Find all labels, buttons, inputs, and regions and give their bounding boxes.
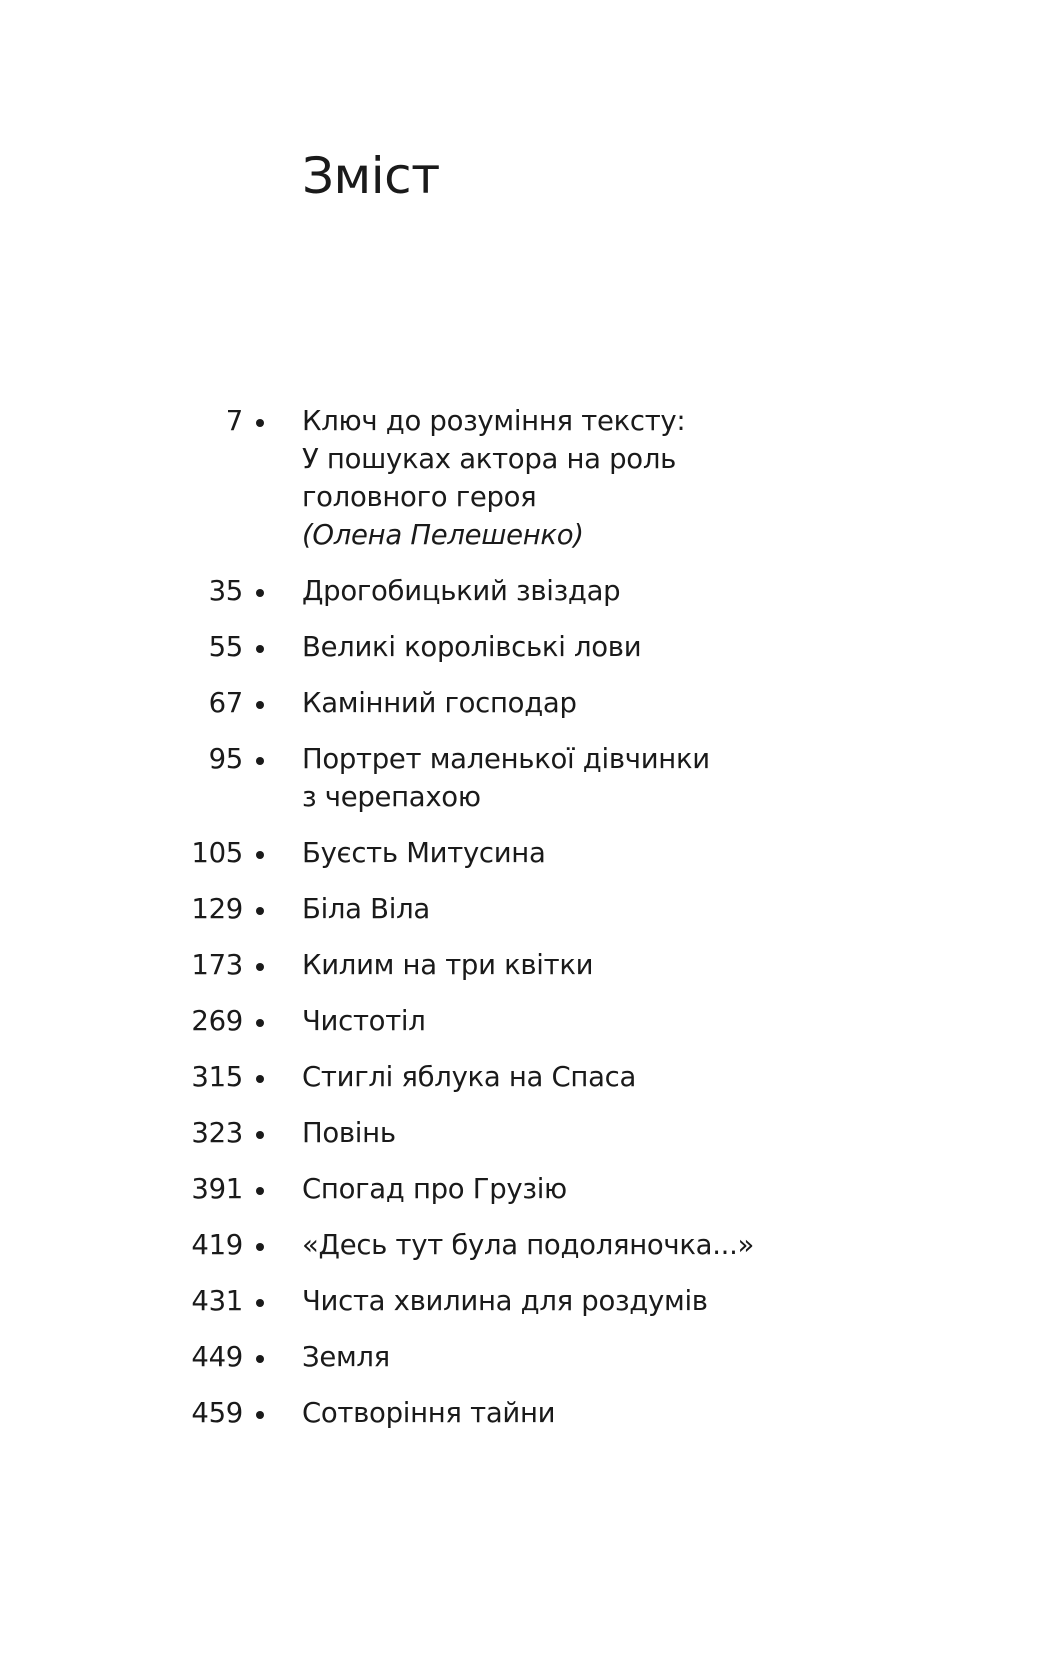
table-of-contents — [0, 402, 1063, 1432]
toc-entry — [0, 946, 1063, 984]
toc-title — [302, 1114, 822, 1152]
toc-entry — [0, 834, 1063, 872]
toc-title-line: Буєсть Митусина — [302, 837, 546, 869]
bullet-icon — [252, 834, 266, 872]
toc-page-number: 449 — [191, 1341, 243, 1373]
bullet-icon — [252, 402, 266, 440]
toc-title-line: Стиглі яблука на Спаса — [302, 1061, 637, 1093]
bullet-icon — [252, 1394, 266, 1432]
toc-entry — [0, 890, 1063, 928]
toc-title-line: У пошуках актора на роль — [302, 443, 677, 475]
toc-title — [302, 740, 822, 816]
toc-page-number: 431 — [191, 1285, 243, 1317]
toc-title-line: Спогад про Грузію — [302, 1173, 567, 1205]
bullet-icon — [252, 684, 266, 722]
toc-page-number: 315 — [191, 1061, 243, 1093]
toc-title — [302, 628, 822, 666]
toc-entry — [0, 1338, 1063, 1376]
toc-title — [302, 1226, 822, 1264]
toc-page-number: 35 — [208, 575, 243, 607]
toc-title-line: головного героя — [302, 481, 537, 513]
toc-title — [302, 572, 822, 610]
bullet-icon — [252, 1002, 266, 1040]
toc-title-line: Килим на три квітки — [302, 949, 594, 981]
toc-page-number: 269 — [191, 1005, 243, 1037]
toc-title — [302, 946, 822, 984]
toc-title — [302, 684, 822, 722]
toc-title-line: Земля — [302, 1341, 390, 1373]
bullet-icon — [252, 572, 266, 610]
toc-page-number: 7 — [225, 405, 243, 437]
toc-entry — [0, 402, 1063, 554]
toc-title-line: Біла Віла — [302, 893, 430, 925]
bullet-icon — [252, 1170, 266, 1208]
toc-page-number: 173 — [191, 949, 243, 981]
bullet-icon — [252, 740, 266, 778]
toc-title-line: Великі королівські лови — [302, 631, 642, 663]
toc-entry — [0, 740, 1063, 816]
toc-page-number: 55 — [208, 631, 243, 663]
toc-page-number: 67 — [208, 687, 243, 719]
toc-title — [302, 1394, 822, 1432]
toc-title — [302, 1338, 822, 1376]
toc-entry — [0, 628, 1063, 666]
toc-title-line: Повінь — [302, 1117, 396, 1149]
bullet-icon — [252, 1114, 266, 1152]
toc-entry — [0, 1394, 1063, 1432]
toc-page-number: 105 — [191, 837, 243, 869]
page-title: Зміст — [302, 147, 440, 205]
toc-title — [302, 890, 822, 928]
bullet-icon — [252, 1282, 266, 1320]
toc-page-number: 95 — [208, 743, 243, 775]
toc-title — [302, 1058, 822, 1096]
toc-entry — [0, 1002, 1063, 1040]
bullet-icon — [252, 1058, 266, 1096]
toc-page-number: 129 — [191, 893, 243, 925]
bullet-icon — [252, 628, 266, 666]
bullet-icon — [252, 946, 266, 984]
toc-title — [302, 402, 822, 554]
toc-page-number: 391 — [191, 1173, 243, 1205]
toc-entry — [0, 1226, 1063, 1264]
toc-title — [302, 1282, 822, 1320]
toc-title-line: «Десь тут була подоляночка...» — [302, 1229, 755, 1261]
toc-title-line: Сотворіння тайни — [302, 1397, 556, 1429]
toc-page-number: 323 — [191, 1117, 243, 1149]
bullet-icon — [252, 890, 266, 928]
toc-page-number: 419 — [191, 1229, 243, 1261]
toc-entry — [0, 1282, 1063, 1320]
toc-page-number: 459 — [191, 1397, 243, 1429]
toc-entry — [0, 572, 1063, 610]
toc-title-line: Дрогобицький звіздар — [302, 575, 621, 607]
bullet-icon — [252, 1338, 266, 1376]
toc-title-line: Камінний господар — [302, 687, 577, 719]
toc-entry — [0, 684, 1063, 722]
toc-title-line: Чиста хвилина для роздумів — [302, 1285, 708, 1317]
toc-title-line: з черепахою — [302, 781, 481, 813]
toc-title-line: Чистотіл — [302, 1005, 426, 1037]
toc-title-line: Ключ до розуміння тексту: — [302, 405, 686, 437]
toc-title — [302, 1002, 822, 1040]
toc-entry — [0, 1170, 1063, 1208]
toc-entry — [0, 1114, 1063, 1152]
bullet-icon — [252, 1226, 266, 1264]
toc-title — [302, 834, 822, 872]
toc-entry — [0, 1058, 1063, 1096]
toc-title — [302, 1170, 822, 1208]
toc-title-line: Портрет маленької дівчинки — [302, 743, 710, 775]
toc-author: (Олена Пелешенко) — [302, 519, 584, 551]
